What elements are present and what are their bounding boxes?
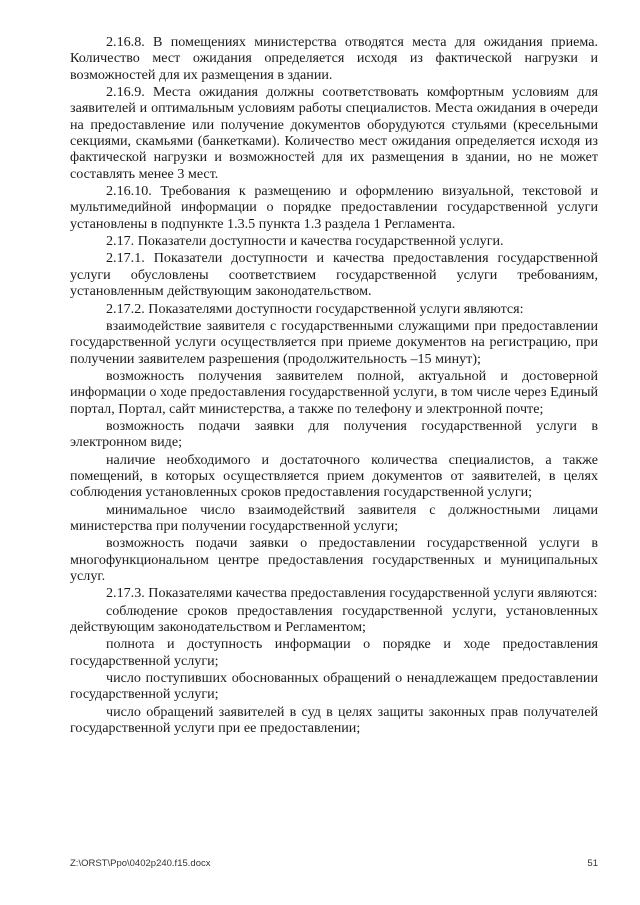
list-item-information: возможность получения заявителем полной, актуальной и достоверной информации о ходе предоставления государственной услуги, в том числе через Единый портал, Портал, сайт министерства, а также по телефону и электронной почте; xyxy=(70,367,598,417)
paragraph-2-17: 2.17. Показатели доступности и качества государственной услуги. xyxy=(106,233,504,250)
footer-file-path: Z:\ORST\Ppo\0402p240.f15.docx xyxy=(70,858,211,869)
list-item-mfc: возможность подачи заявки о предоставлении государственной услуги в многофункциональном центре предоставления государственных и муниципальных услуг. xyxy=(70,535,598,584)
paragraph-2-17-3: 2.17.3. Показателями качества предоставления государственной услуги являются: xyxy=(106,585,598,602)
page-footer xyxy=(70,858,598,869)
paragraph-2-16-9: 2.16.9. Места ожидания должны соответствовать комфортным условиям для заявителей и оптимальным условиям работы специалистов. Места ожидания в очереди на предоставление или получение документов оборудуются стульями (кресельными секциями, скамьями (банкетками). Количество мест ожидания определяется исходя из фактической нагрузки и возможностей для их размещения в здании, но не может составлять менее 3 мест. xyxy=(70,84,598,182)
paragraph-2-16-10: 2.16.10. Требования к размещению и оформлению визуальной, текстовой и мультимедийной информации о порядке предоставлении государственной услуги установлены в подпункте 1.3.5 пункта 1.3 раздела 1 Регламента. xyxy=(70,183,598,232)
paragraph-2-16-8: 2.16.8. В помещениях министерства отводятся места для ожидания приема. Количество мест ожидания определяется исходя из фактической нагрузки и возможностей для их размещения в здании. xyxy=(70,34,598,83)
list-item-electronic-application: возможность подачи заявки для получения государственной услуги в электронном виде; xyxy=(70,417,598,451)
list-item-minimal-interactions: минимальное число взаимодействий заявителя с должностными лицами министерства при получении государственной услуги; xyxy=(70,501,598,534)
paragraph-2-17-1: 2.17.1. Показатели доступности и качества предоставления государственной услуги обусловлены соответствием государственной услуги требованиям, установленным действующим законодательством. xyxy=(70,250,598,300)
page-number: 51 xyxy=(587,858,598,869)
list-item-deadlines: соблюдение сроков предоставления государственной услуги, установленных действующим законодательством и Регламентом; xyxy=(70,602,598,636)
document-body xyxy=(70,34,598,737)
list-item-completeness: полнота и доступность информации о порядке и ходе предоставления государственной услуги; xyxy=(70,636,598,669)
paragraph-2-17-2: 2.17.2. Показателями доступности государственной услуги являются: xyxy=(106,300,524,317)
list-item-specialists: наличие необходимого и достаточного количества специалистов, а также помещений, в которых осуществляется прием документов от заявителей, в целях соблюдения установленных сроков предоставления государственной услуги; xyxy=(70,451,598,501)
list-item-court-appeals: число обращений заявителей в суд в целях защиты законных прав получателей государственной услуги при ее предоставлении; xyxy=(70,703,598,737)
list-item-interaction: взаимодействие заявителя с государственными служащими при предоставлении государственной услуги осуществляется при приеме документов на регистрацию, при получении заявителем разрешения (продолжительность –15 минут); xyxy=(70,317,598,367)
list-item-complaints: число поступивших обоснованных обращений о ненадлежащем предоставлении государственной услуги; xyxy=(70,670,598,703)
